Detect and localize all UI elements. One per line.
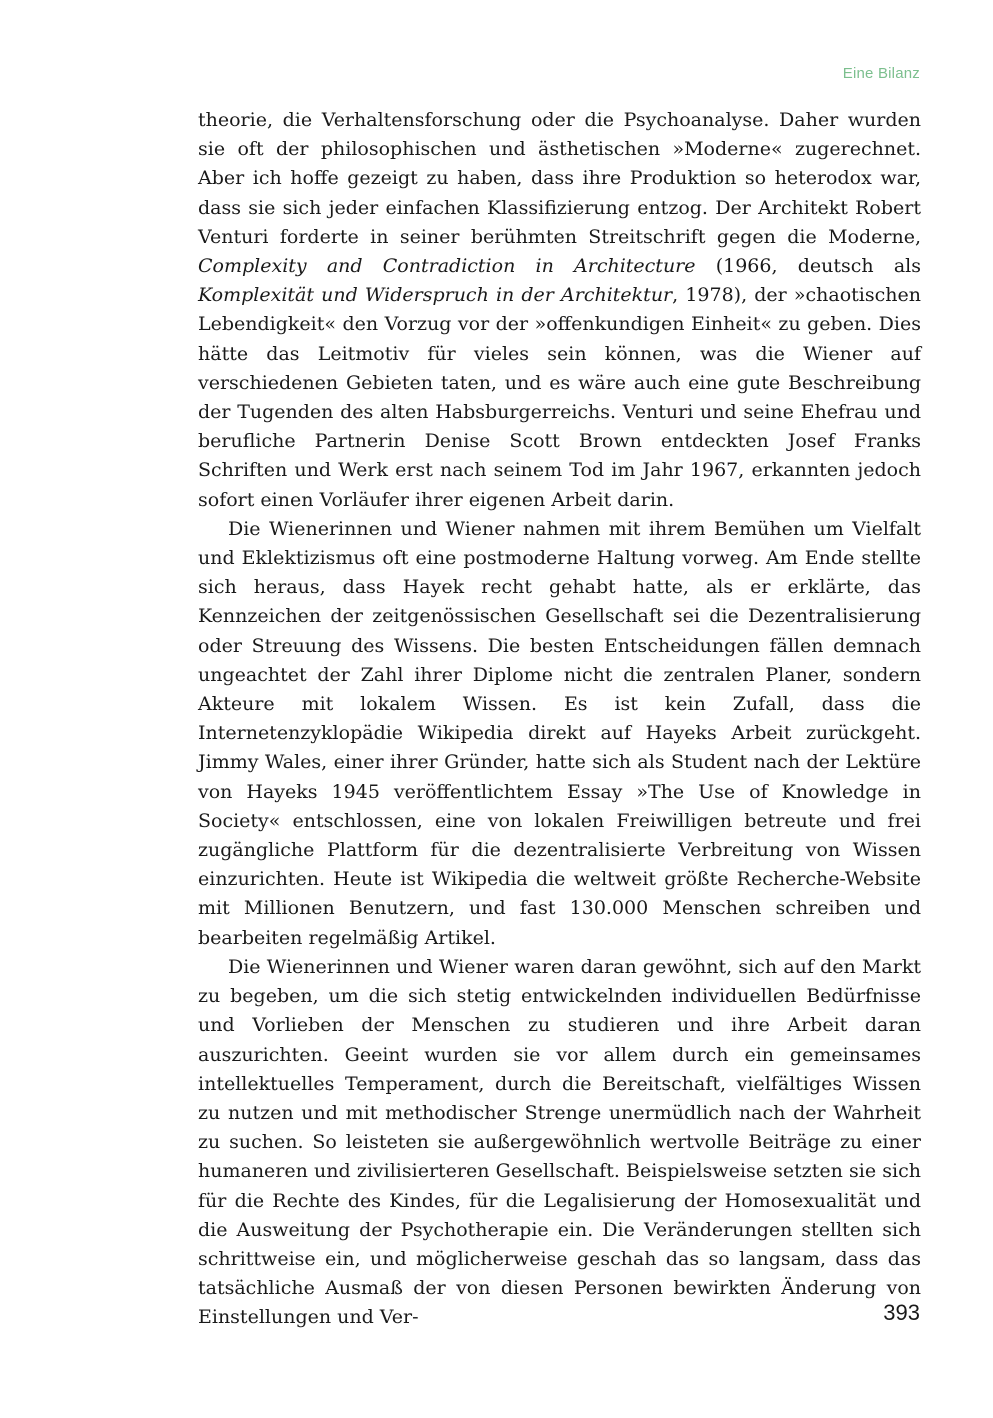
paragraph-text: theorie, die Verhaltensforschung oder die Psychoanalyse. Daher wurden sie oft der philosophischen und ästhetischen »Moderne« zugerechnet. Aber ich hoffe gezeigt zu haben, dass ihre Produktion so heterodox war, dass sie sich jeder einfachen Klassifizierung entzog. Der Architekt Robert Venturi forderte in seiner berühmten Streitschrift gegen die Moderne, xyxy=(198,109,921,248)
page-number: 393 xyxy=(883,1300,920,1325)
paragraph: Die Wienerinnen und Wiener nahmen mit ihrem Bemühen um Vielfalt und Eklektizismus oft eine postmoderne Haltung vorweg. Am Ende stellte sich heraus, dass Hayek recht gehabt hatte, als er erklärte, das Kennzeichen der zeitgenössischen Gesellschaft sei die Dezentralisierung oder Streuung des Wissens. Die besten Entscheidungen fällen demnach ungeachtet der Zahl ihrer Diplome nicht die zentralen Planer, sondern Akteure mit lokalem Wissen. Es ist kein Zufall, dass die Internetenzyklopädie Wikipedia direkt auf Hayeks Arbeit zurückgeht. Jimmy Wales, einer ihrer Gründer, hatte sich als Student nach der Lektüre von Hayeks 1945 veröffentlichtem Essay »The Use of Knowledge in Society« entschlossen, eine von lokalen Freiwilligen betreute und frei zugängliche Plattform für die dezentralisierte Verbreitung von Wissen einzurichten. Heute ist Wikipedia die weltweit größte Recherche-Website mit Millionen Benutzern, und fast 130.000 Menschen schreiben und bearbeiten regelmäßig Artikel. xyxy=(198,517,921,949)
body-text xyxy=(198,106,921,1333)
running-head: Eine Bilanz xyxy=(842,65,920,82)
paragraph-text: , 1978), der »chaotischen Lebendigkeit« den Vorzug vor der »offenkundigen Einheit« zu geben. Dies hätte das Leitmotiv für vieles sein können, was die Wiener auf verschiedenen Gebieten taten, und es wäre auch eine gute Beschreibung der Tugenden des alten Habsburgerreichs. Venturi und seine Ehefrau und berufliche Partnerin Denise Scott Brown entdeckten Josef Franks Schriften und Werk erst nach seinem Tod im Jahr 1967, erkannten jedoch sofort einen Vorläufer ihrer eigenen Arbeit darin. xyxy=(198,284,921,511)
book-title-german: Komplexität und Widerspruch in der Architektur xyxy=(198,284,673,307)
book-title-original: Complexity and Contradiction in Architecture xyxy=(198,255,696,278)
paragraph: Die Wienerinnen und Wiener waren daran gewöhnt, sich auf den Markt zu begeben, um die sich stetig entwickelnden individuellen Bedürfnisse und Vorlieben der Menschen zu studieren und ihre Arbeit daran auszurichten. Geeint wurden sie vor allem durch ein gemeinsames intellektuelles Temperament, durch die Bereitschaft, vielfältiges Wissen zu nutzen und mit methodischer Strenge unermüdlich nach der Wahrheit zu suchen. So leisteten sie außergewöhnlich wertvolle Beiträge zu einer humaneren und zivilisierteren Gesellschaft. Beispielsweise setzten sie sich für die Rechte des Kindes, für die Legalisierung der Homosexualität und die Ausweitung der Psychotherapie ein. Die Veränderungen stellten sich schrittweise ein, und möglicherweise geschah das so langsam, dass das tatsächliche Ausmaß der von diesen Personen bewirkten Änderung von Einstellungen und Ver- xyxy=(198,955,921,1329)
paragraph xyxy=(198,106,921,515)
paragraph-text: (1966, deutsch als xyxy=(695,255,921,278)
